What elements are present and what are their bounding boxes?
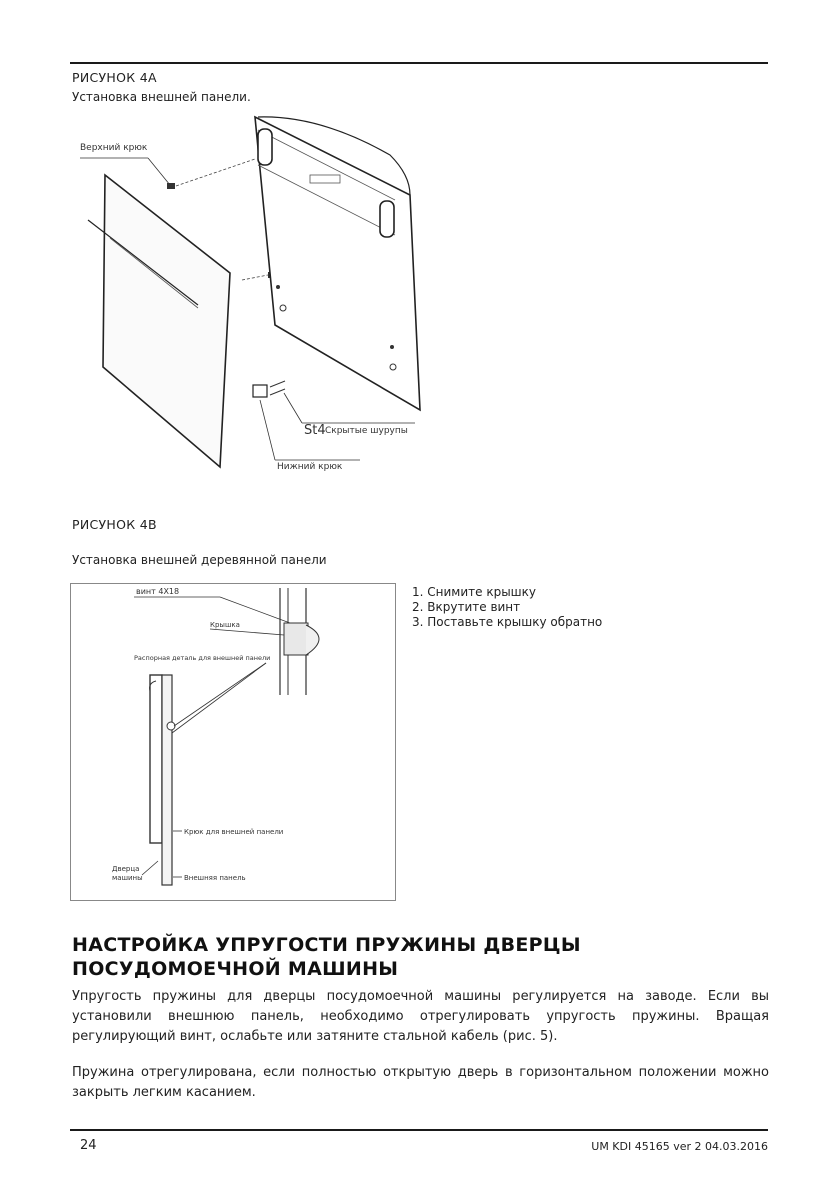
top-rule xyxy=(70,62,768,64)
figure-4a-label: РИСУНОК 4А xyxy=(72,70,157,85)
top-hook-part xyxy=(167,183,175,189)
figure-4b-label: РИСУНОК 4В xyxy=(72,517,157,532)
figure-4a-caption: Установка внешней панели. xyxy=(72,90,251,104)
screws-prefix-callout: St4 xyxy=(304,423,326,438)
document-reference: UM KDI 45165 ver 2 04.03.2016 xyxy=(591,1140,768,1153)
screw-2 xyxy=(270,389,285,395)
outer-panel-callout: Внешняя панель xyxy=(184,874,246,882)
screw-head xyxy=(167,722,175,730)
section-heading xyxy=(72,933,581,981)
outer-panel-profile xyxy=(162,675,172,885)
bottom-hook-callout: Нижний крюк xyxy=(277,462,343,472)
page-number: 24 xyxy=(80,1138,97,1153)
bottom-rule xyxy=(70,1129,768,1131)
spacer-callout: Распорная деталь для внешней панели xyxy=(134,654,271,662)
bottom-hook-part xyxy=(253,385,267,397)
heading-line-1: НАСТРОЙКА УПРУГОСТИ ПРУЖИНЫ ДВЕРЦЫ xyxy=(72,934,581,956)
top-hook-leader-diag xyxy=(148,158,170,185)
door-bracket-right xyxy=(380,201,394,237)
mid-hook-dashed xyxy=(242,275,268,280)
top-hook-dashed xyxy=(176,159,255,186)
step-item: 2. Вкрутите винт xyxy=(412,600,521,614)
panel-hook-callout: Крюк для внешней панели xyxy=(184,828,284,836)
cap-detail xyxy=(284,623,308,655)
bottom-hook-leader xyxy=(260,400,275,460)
figure-4b-illustration xyxy=(70,583,396,901)
top-hook-callout: Верхний крюк xyxy=(80,143,148,153)
door-hole-3 xyxy=(276,285,280,289)
door-profile xyxy=(150,675,162,843)
door-callout-line1: Дверца xyxy=(112,865,140,873)
figure-4b-steps xyxy=(412,585,602,630)
outer-panel-shape xyxy=(103,175,230,467)
paragraph-spring-check: Пружина отрегулирована, если полностью открытую дверь в горизонтальном положении можно закрыть легким касанием. xyxy=(72,1065,769,1100)
screw-1 xyxy=(270,381,285,387)
figure-4b-caption: Установка внешней деревянной панели xyxy=(72,553,327,567)
screw-callout: винт 4X18 xyxy=(136,587,180,596)
screws-leader xyxy=(284,393,302,423)
screws-callout: Скрытые шурупы xyxy=(325,426,408,436)
paragraph-spring-adjustment: Упругость пружины для дверцы посудомоечной машины регулируется на заводе. Если вы установили внешнюю панель, необходимо отрегулировать упругость пружины. Вращая регулирующий винт, ослабьте или затяните стальной кабель (рис. 5). xyxy=(72,989,769,1044)
step-item: 3. Поставьте крышку обратно xyxy=(412,615,603,629)
cap-callout: Крышка xyxy=(210,621,240,629)
heading-line-2: ПОСУДОМОЕЧНОЙ МАШИНЫ xyxy=(72,958,399,980)
door-hole-4 xyxy=(390,345,394,349)
door-bracket-left xyxy=(258,129,272,165)
figure-4a-illustration xyxy=(70,105,440,475)
door-callout-line2: машины xyxy=(112,874,143,882)
step-item: 1. Снимите крышку xyxy=(412,585,536,599)
